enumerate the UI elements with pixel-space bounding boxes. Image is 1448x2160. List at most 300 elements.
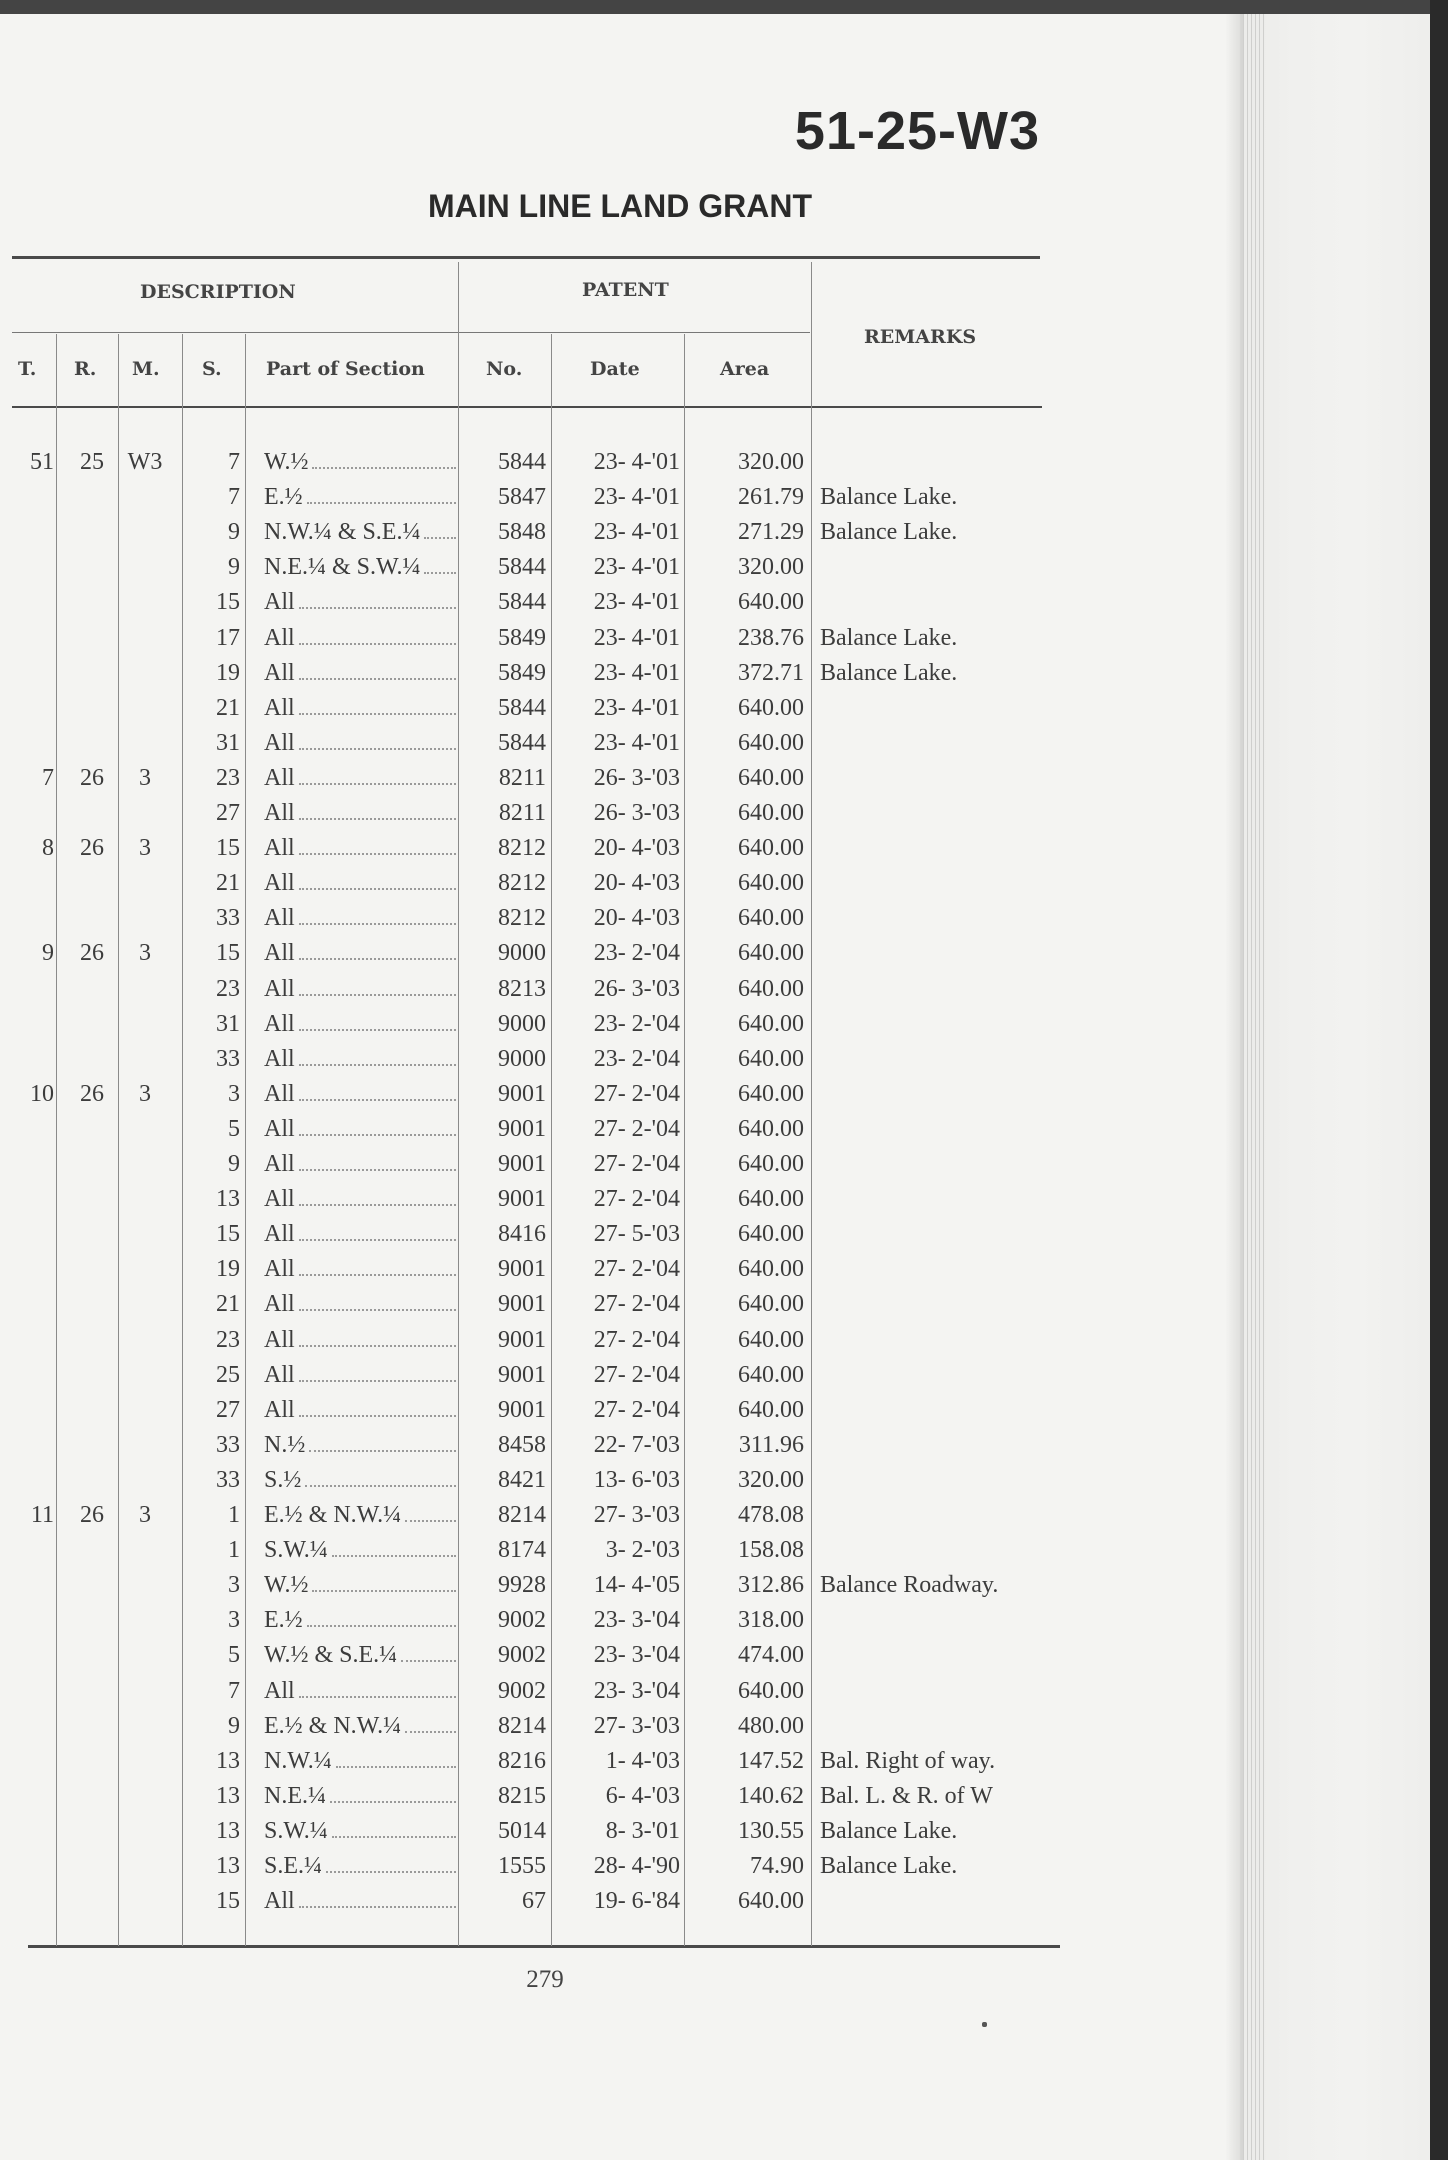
cell-patent-no: 9001 — [498, 1291, 546, 1318]
col-divider — [811, 262, 812, 1946]
cell-patent-no: 9002 — [498, 1642, 546, 1669]
cell-part-of-section — [264, 866, 456, 901]
cell-part-of-section — [264, 585, 456, 620]
group-header-rule — [12, 332, 810, 333]
cell-patent-no: 5844 — [498, 694, 546, 721]
dot-leader — [299, 713, 456, 715]
dot-leader — [299, 1169, 456, 1171]
cell-range: 26 — [80, 1080, 104, 1107]
part-text: All — [264, 1045, 295, 1072]
cell-township — [8, 972, 54, 1007]
cell-remarks: Balance Lake. — [820, 659, 958, 686]
dot-leader — [299, 1415, 456, 1417]
col-divider — [684, 334, 685, 1946]
cell-section: 33 — [216, 905, 240, 932]
cell-range: 25 — [80, 449, 104, 475]
cell-township — [8, 1709, 54, 1744]
part-text: All — [264, 1115, 295, 1142]
part-text: All — [264, 1677, 295, 1704]
cell-section: 27 — [216, 800, 240, 826]
cell-part-of-section — [264, 656, 456, 691]
cell-patent-area: 640.00 — [738, 1888, 804, 1915]
cell-part-of-section — [264, 1603, 456, 1638]
cell-range — [62, 621, 104, 656]
cell-meridian — [120, 1252, 170, 1287]
cell-patent-area: 480.00 — [738, 1712, 804, 1739]
cell-remarks — [820, 901, 1060, 936]
cell-range: 26 — [80, 1502, 104, 1528]
cell-patent-no: 5844 — [498, 729, 546, 756]
cell-remarks — [820, 691, 1060, 726]
dot-leader — [336, 1766, 456, 1768]
cell-township — [8, 901, 54, 936]
cell-patent-date: 23- 2-'04 — [593, 940, 680, 967]
cell-part-of-section — [264, 1147, 456, 1182]
part-text: E.½ — [264, 1607, 303, 1634]
cell-patent-area: 474.00 — [738, 1642, 804, 1669]
page-number: 279 — [526, 1966, 564, 1993]
cell-township — [8, 1849, 54, 1884]
cell-patent-area: 640.00 — [738, 1326, 804, 1353]
cell-meridian — [120, 1393, 170, 1428]
cell-range — [62, 1428, 104, 1463]
cell-patent-area: 158.08 — [738, 1537, 804, 1564]
cell-range — [62, 480, 104, 515]
cell-township — [8, 1007, 54, 1042]
cell-patent-area: 640.00 — [738, 1080, 804, 1107]
cell-patent-area: 640.00 — [738, 729, 804, 756]
dot-leader — [299, 1134, 456, 1136]
cell-patent-area: 312.86 — [738, 1572, 804, 1599]
cell-range — [62, 515, 104, 550]
cell-patent-no: 9001 — [498, 1080, 546, 1107]
cell-part-of-section — [264, 445, 456, 480]
cell-range — [62, 1042, 104, 1077]
cell-range — [62, 1323, 104, 1358]
cell-patent-date: 23- 4-'01 — [593, 449, 680, 475]
cell-part-of-section — [264, 550, 456, 585]
cell-patent-no: 5848 — [498, 519, 546, 546]
cell-part-of-section — [264, 972, 456, 1007]
cell-part-of-section — [264, 1463, 456, 1498]
dot-leader — [299, 1345, 456, 1347]
township-range-code: 51-25-W3 — [794, 101, 1040, 161]
dot-leader — [299, 1029, 456, 1031]
patent-group-header: PATENT — [582, 279, 669, 301]
cell-meridian — [120, 1779, 170, 1814]
cell-remarks: Balance Lake. — [820, 624, 958, 651]
cell-meridian — [120, 656, 170, 691]
cell-patent-no: 8215 — [498, 1782, 546, 1809]
cell-patent-area: 130.55 — [738, 1817, 804, 1844]
dot-leader — [307, 1625, 456, 1627]
cell-part-of-section — [264, 480, 456, 515]
cell-meridian — [120, 1007, 170, 1042]
cell-meridian — [120, 1287, 170, 1322]
col-header-part: Part of Section — [266, 358, 425, 380]
dot-leader — [326, 1871, 456, 1873]
cell-remarks — [820, 1603, 1060, 1638]
cell-patent-no: 5014 — [498, 1817, 546, 1844]
cell-part-of-section — [264, 1393, 456, 1428]
cell-patent-date: 23- 4-'01 — [593, 589, 680, 616]
cell-remarks — [820, 972, 1060, 1007]
cell-part-of-section — [264, 1709, 456, 1744]
cell-patent-date: 27- 2-'04 — [593, 1256, 680, 1283]
dot-leader — [299, 818, 456, 820]
cell-township — [8, 1112, 54, 1147]
cell-patent-no: 8458 — [498, 1431, 546, 1458]
cell-township — [8, 1428, 54, 1463]
dot-leader — [299, 607, 456, 609]
part-text: W.½ — [264, 449, 309, 475]
cell-township — [8, 691, 54, 726]
cell-section: 17 — [216, 624, 240, 651]
cell-patent-no: 8416 — [498, 1221, 546, 1248]
cell-meridian — [120, 901, 170, 936]
cell-part-of-section — [264, 1638, 456, 1673]
part-text: All — [264, 1256, 295, 1283]
cell-range — [62, 1147, 104, 1182]
cell-part-of-section — [264, 1112, 456, 1147]
cell-patent-area: 320.00 — [738, 1466, 804, 1493]
cell-range — [62, 1744, 104, 1779]
cell-patent-area: 318.00 — [738, 1607, 804, 1634]
cell-patent-no: 9001 — [498, 1256, 546, 1283]
cell-patent-area: 640.00 — [738, 800, 804, 826]
scan-speck — [982, 2022, 987, 2027]
cell-patent-area: 640.00 — [738, 1151, 804, 1177]
cell-range — [62, 1849, 104, 1884]
cell-section: 7 — [228, 1677, 240, 1704]
dot-leader — [299, 748, 456, 750]
cell-patent-no: 9000 — [498, 1010, 546, 1037]
scan-border-top — [0, 0, 1448, 14]
cell-section: 15 — [216, 1888, 240, 1915]
dot-leader — [405, 1731, 456, 1733]
part-text: S.E.¼ — [264, 1853, 323, 1879]
dot-leader — [424, 572, 456, 574]
cell-patent-no: 8212 — [498, 870, 546, 897]
cell-patent-date: 27- 2-'04 — [593, 1291, 680, 1318]
cell-meridian — [120, 621, 170, 656]
dot-leader — [299, 1274, 456, 1276]
part-text: All — [264, 659, 295, 686]
cell-meridian — [120, 1638, 170, 1673]
cell-meridian — [120, 1217, 170, 1252]
cell-township — [8, 1568, 54, 1603]
cell-meridian — [120, 585, 170, 620]
dot-leader — [299, 1696, 456, 1698]
cell-patent-date: 20- 4-'03 — [593, 905, 680, 932]
cell-meridian — [120, 1463, 170, 1498]
cell-township — [8, 1287, 54, 1322]
cell-patent-no: 9001 — [498, 1361, 546, 1388]
cell-meridian — [120, 515, 170, 550]
cell-remarks — [820, 1182, 1060, 1217]
part-text: All — [264, 1888, 295, 1915]
cell-patent-no: 8174 — [498, 1537, 546, 1564]
cell-section: 31 — [216, 1010, 240, 1037]
cell-remarks — [820, 761, 1060, 796]
cell-patent-area: 640.00 — [738, 870, 804, 897]
cell-section: 13 — [216, 1853, 240, 1879]
cell-township — [8, 796, 54, 831]
dot-leader — [299, 1204, 456, 1206]
dot-leader — [299, 783, 456, 785]
cell-range — [62, 1252, 104, 1287]
cell-part-of-section — [264, 1674, 456, 1709]
cell-patent-date: 8- 3-'01 — [605, 1817, 680, 1844]
cell-section: 9 — [228, 554, 240, 581]
cell-patent-area: 261.79 — [738, 484, 804, 511]
cell-patent-no: 5849 — [498, 659, 546, 686]
part-text: N.½ — [264, 1431, 306, 1458]
cell-township — [8, 1533, 54, 1568]
part-text: All — [264, 729, 295, 756]
col-divider — [56, 334, 57, 1946]
cell-section: 7 — [228, 484, 240, 511]
cell-patent-date: 23- 2-'04 — [593, 1045, 680, 1072]
cell-township — [8, 1638, 54, 1673]
cell-patent-date: 23- 4-'01 — [593, 659, 680, 686]
cell-part-of-section — [264, 515, 456, 550]
cell-range — [62, 1638, 104, 1673]
cell-township — [8, 585, 54, 620]
cell-patent-date: 23- 4-'01 — [593, 519, 680, 546]
part-text: All — [264, 764, 295, 791]
cell-patent-no: 9001 — [498, 1115, 546, 1142]
part-text: N.E.¼ & S.W.¼ — [264, 554, 421, 581]
cell-range — [62, 1182, 104, 1217]
part-text: All — [264, 1010, 295, 1037]
cell-remarks — [820, 936, 1060, 971]
dot-leader — [424, 537, 456, 539]
cell-remarks: Bal. Right of way. — [820, 1747, 996, 1774]
cell-patent-date: 23- 3-'04 — [593, 1642, 680, 1669]
cell-part-of-section — [264, 936, 456, 971]
cell-meridian — [120, 972, 170, 1007]
cell-patent-date: 23- 3-'04 — [593, 1607, 680, 1634]
cell-patent-no: 9000 — [498, 1045, 546, 1072]
dot-leader — [299, 888, 456, 890]
part-text: All — [264, 940, 295, 967]
cell-township — [8, 621, 54, 656]
cell-section: 23 — [216, 975, 240, 1002]
cell-section: 15 — [216, 589, 240, 616]
cell-patent-area: 640.00 — [738, 1115, 804, 1142]
cell-section: 3 — [228, 1080, 240, 1107]
cell-part-of-section — [264, 1849, 456, 1884]
cell-township — [8, 1323, 54, 1358]
cell-township: 51 — [30, 449, 54, 475]
cell-section: 25 — [216, 1361, 240, 1388]
cell-range — [62, 1112, 104, 1147]
cell-patent-area: 640.00 — [738, 940, 804, 967]
cell-range: 26 — [80, 940, 104, 967]
cell-part-of-section — [264, 761, 456, 796]
cell-patent-date: 27- 2-'04 — [593, 1080, 680, 1107]
cell-part-of-section — [264, 831, 456, 866]
cell-patent-area: 478.08 — [738, 1502, 804, 1528]
cell-patent-date: 20- 4-'03 — [593, 835, 680, 862]
cell-section: 9 — [228, 1151, 240, 1177]
cell-range — [62, 1533, 104, 1568]
cell-meridian — [120, 1709, 170, 1744]
cell-patent-no: 9001 — [498, 1396, 546, 1423]
cell-meridian — [120, 1428, 170, 1463]
cell-remarks — [820, 726, 1060, 761]
cell-range — [62, 1358, 104, 1393]
cell-township — [8, 656, 54, 691]
col-header-r: R. — [74, 358, 97, 380]
cell-township — [8, 1744, 54, 1779]
cell-patent-date: 27- 2-'04 — [593, 1396, 680, 1423]
cell-patent-date: 26- 3-'03 — [593, 764, 680, 791]
part-text: W.½ & S.E.¼ — [264, 1642, 398, 1669]
col-header-date: Date — [590, 358, 640, 380]
dot-leader — [299, 1099, 456, 1101]
cell-patent-area: 320.00 — [738, 449, 804, 475]
cell-part-of-section — [264, 1287, 456, 1322]
dot-leader — [332, 1555, 456, 1557]
cell-range — [62, 866, 104, 901]
cell-part-of-section — [264, 1182, 456, 1217]
cell-section: 1 — [228, 1502, 240, 1528]
cell-township — [8, 1674, 54, 1709]
cell-range — [62, 796, 104, 831]
part-text: S.½ — [264, 1466, 302, 1493]
cell-remarks: Balance Lake. — [820, 484, 958, 511]
cell-meridian — [120, 866, 170, 901]
book-page-edges — [1235, 14, 1430, 2160]
cell-remarks — [820, 1393, 1060, 1428]
cell-patent-area: 640.00 — [738, 694, 804, 721]
cell-patent-date: 23- 4-'01 — [593, 694, 680, 721]
cell-range — [62, 1007, 104, 1042]
cell-part-of-section — [264, 691, 456, 726]
cell-township — [8, 1463, 54, 1498]
cell-range — [62, 1674, 104, 1709]
dot-leader — [299, 1239, 456, 1241]
cell-patent-area: 640.00 — [738, 1045, 804, 1072]
part-text: All — [264, 905, 295, 932]
cell-range — [62, 1779, 104, 1814]
cell-patent-date: 26- 3-'03 — [593, 800, 680, 826]
cell-section: 31 — [216, 729, 240, 756]
cell-meridian — [120, 726, 170, 761]
cell-patent-date: 27- 2-'04 — [593, 1115, 680, 1142]
cell-section: 21 — [216, 694, 240, 721]
col-header-s: S. — [202, 358, 222, 380]
cell-patent-area: 640.00 — [738, 1677, 804, 1704]
cell-patent-no: 8211 — [498, 800, 546, 826]
scan-border-right — [1430, 0, 1448, 2160]
cell-part-of-section — [264, 1077, 456, 1112]
cell-patent-area: 320.00 — [738, 554, 804, 581]
cell-remarks — [820, 585, 1060, 620]
description-group-header: DESCRIPTION — [140, 281, 296, 303]
cell-patent-date: 27- 5-'03 — [593, 1221, 680, 1248]
cell-part-of-section — [264, 901, 456, 936]
cell-patent-date: 20- 4-'03 — [593, 870, 680, 897]
cell-township — [8, 1814, 54, 1849]
cell-part-of-section — [264, 1323, 456, 1358]
dot-leader — [330, 1801, 456, 1803]
cell-range — [62, 656, 104, 691]
cell-part-of-section — [264, 1533, 456, 1568]
cell-patent-no: 8421 — [498, 1466, 546, 1493]
cell-section: 3 — [228, 1572, 240, 1599]
cell-township — [8, 1042, 54, 1077]
cell-remarks — [820, 1323, 1060, 1358]
cell-part-of-section — [264, 1428, 456, 1463]
cell-meridian — [120, 1674, 170, 1709]
cell-patent-no: 9928 — [498, 1572, 546, 1599]
cell-meridian — [120, 1358, 170, 1393]
cell-meridian — [120, 1814, 170, 1849]
part-text: S.W.¼ — [264, 1537, 328, 1564]
dot-leader — [299, 1309, 456, 1311]
cell-township: 7 — [42, 764, 54, 791]
cell-remarks: Balance Roadway. — [820, 1572, 999, 1599]
cell-section: 23 — [216, 764, 240, 791]
cell-remarks — [820, 1007, 1060, 1042]
cell-section: 13 — [216, 1817, 240, 1844]
cell-section: 19 — [216, 1256, 240, 1283]
part-text: N.W.¼ — [264, 1747, 332, 1774]
cell-section: 21 — [216, 1291, 240, 1318]
cell-township — [8, 550, 54, 585]
cell-part-of-section — [264, 1568, 456, 1603]
cell-meridian — [120, 1147, 170, 1182]
cell-patent-date: 23- 2-'04 — [593, 1010, 680, 1037]
cell-section: 15 — [216, 1221, 240, 1248]
cell-patent-date: 27- 2-'04 — [593, 1326, 680, 1353]
cell-patent-date: 22- 7-'03 — [593, 1431, 680, 1458]
cell-meridian — [120, 1323, 170, 1358]
cell-section: 3 — [228, 1607, 240, 1634]
cell-section: 15 — [216, 835, 240, 862]
cell-section: 7 — [228, 449, 240, 475]
cell-patent-area: 640.00 — [738, 1010, 804, 1037]
cell-part-of-section — [264, 1358, 456, 1393]
cell-patent-no: 9002 — [498, 1677, 546, 1704]
cell-patent-area: 640.00 — [738, 764, 804, 791]
cell-township — [8, 1603, 54, 1638]
cell-patent-area: 640.00 — [738, 589, 804, 616]
cell-township — [8, 1252, 54, 1287]
cell-township: 8 — [42, 835, 54, 862]
cell-patent-no: 8216 — [498, 1747, 546, 1774]
cell-patent-area: 640.00 — [738, 1361, 804, 1388]
cell-meridian — [120, 1849, 170, 1884]
cell-patent-area: 271.29 — [738, 519, 804, 546]
part-text: All — [264, 835, 295, 862]
cell-patent-date: 3- 2-'03 — [605, 1537, 680, 1564]
cell-section: 19 — [216, 659, 240, 686]
col-divider — [182, 334, 183, 1946]
cell-range — [62, 1709, 104, 1744]
dot-leader — [312, 1590, 456, 1592]
cell-meridian — [120, 550, 170, 585]
cell-remarks — [820, 1147, 1060, 1182]
part-text: All — [264, 800, 295, 826]
cell-meridian: 3 — [139, 1080, 151, 1107]
cell-remarks — [820, 1217, 1060, 1252]
cell-patent-no: 8211 — [498, 764, 546, 791]
cell-remarks — [820, 1533, 1060, 1568]
